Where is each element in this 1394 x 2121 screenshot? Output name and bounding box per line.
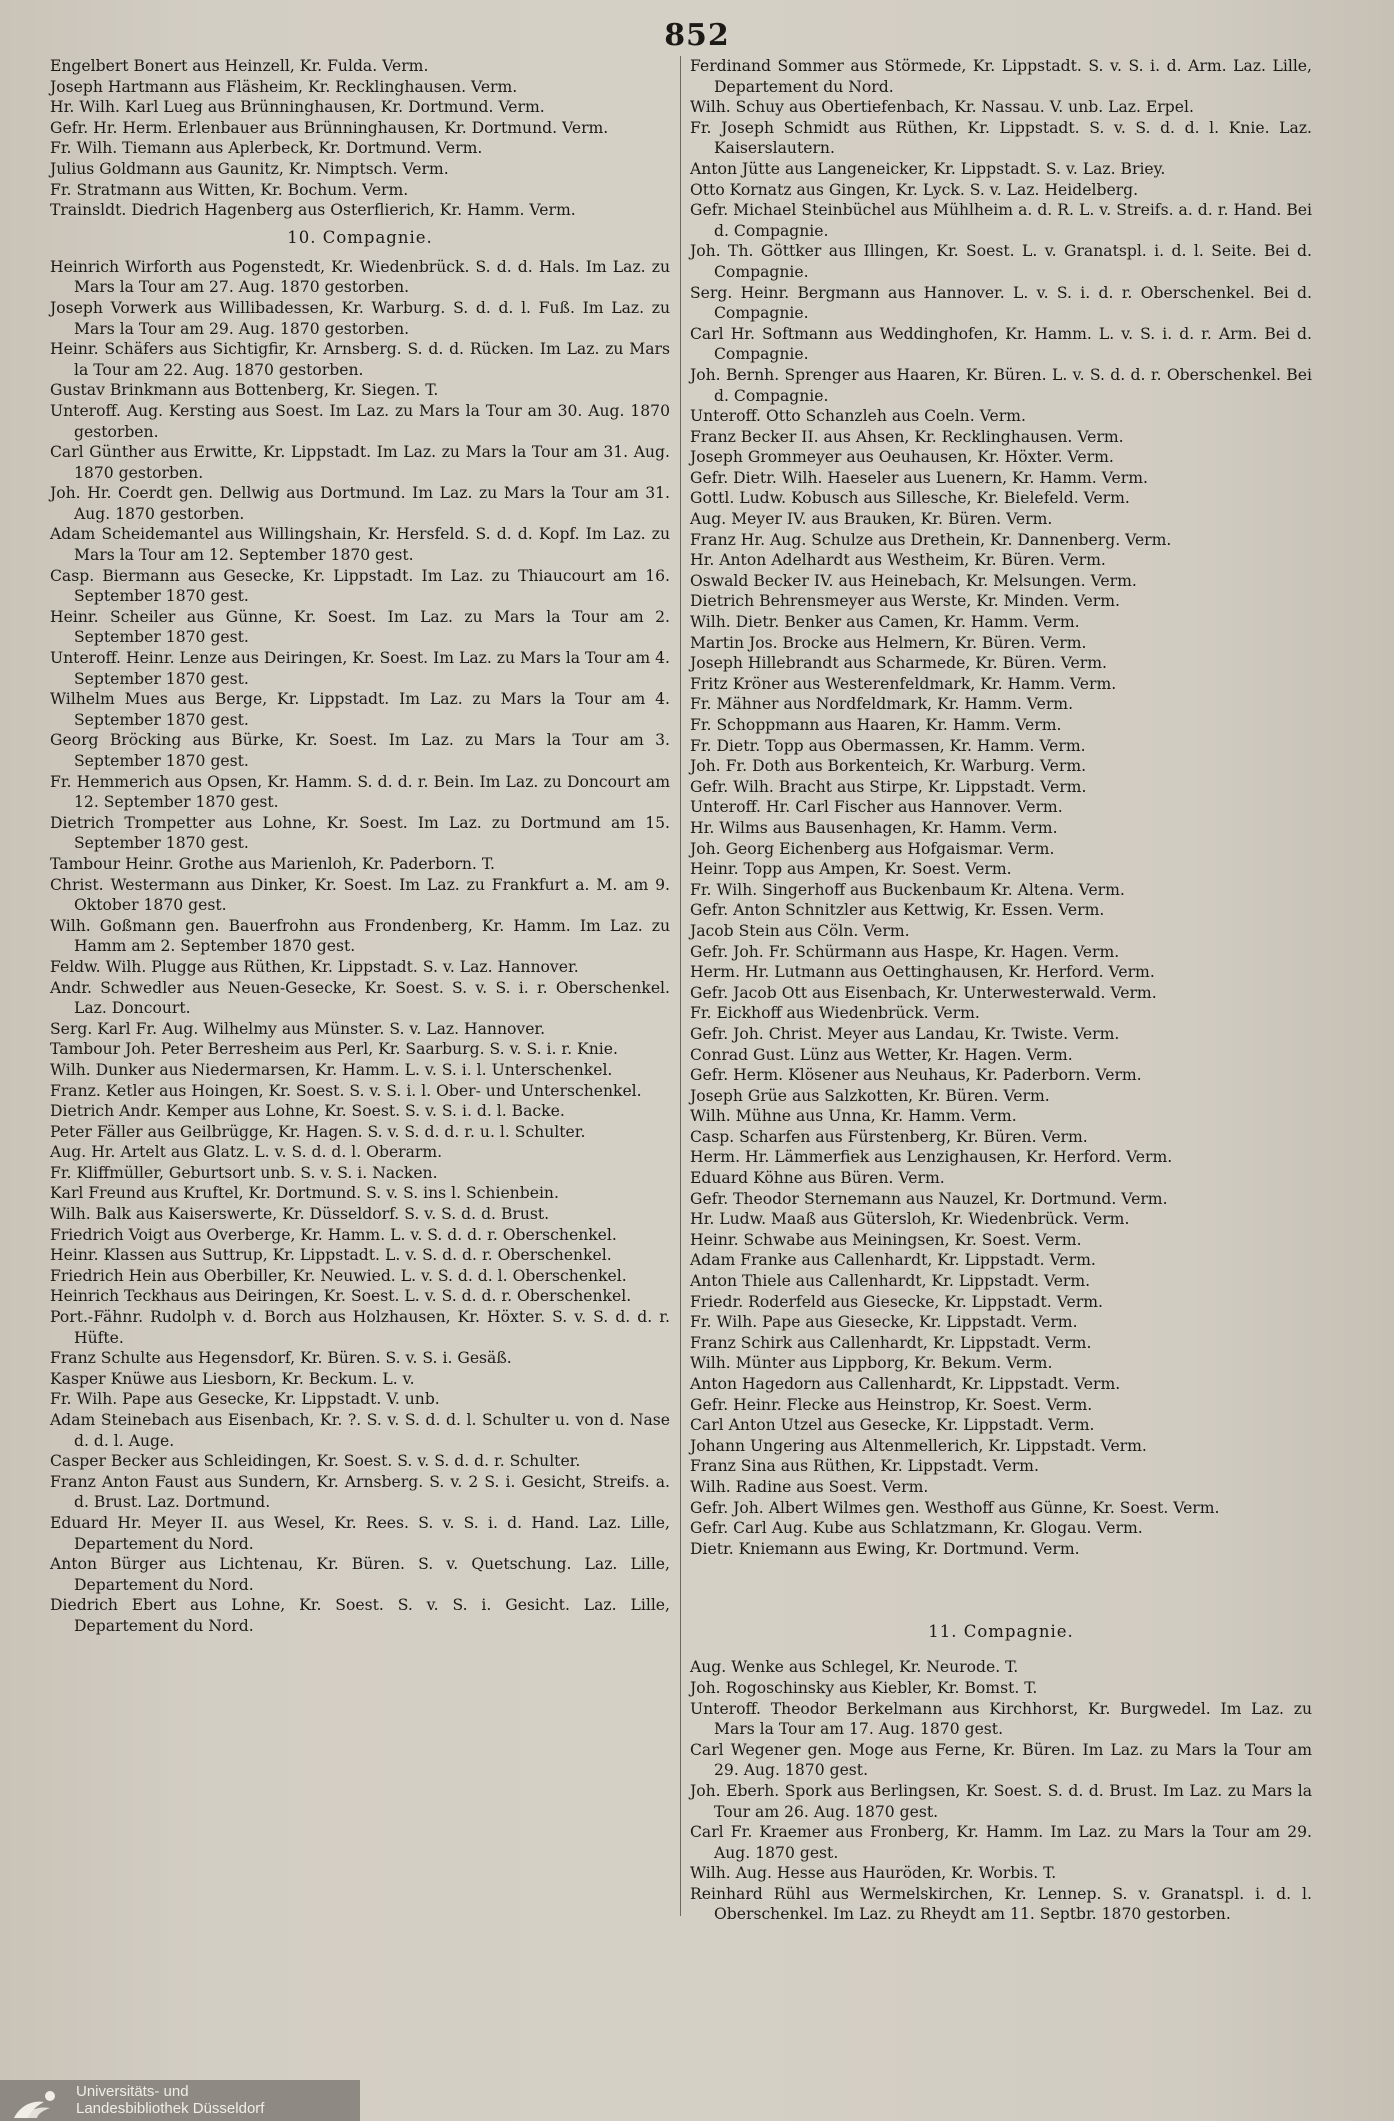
roster-entry: Herm. Hr. Lutmann aus Oettinghausen, Kr. Herford. Verm.	[690, 963, 1155, 982]
right-column	[690, 56, 1312, 1925]
roster-entry: Dietrich Behrensmeyer aus Werste, Kr. Minden. Verm.	[690, 592, 1120, 611]
roster-entry: Fr. Hemmerich aus Opsen, Kr. Hamm. S. d. d. r. Bein. Im Laz. zu Doncourt am 12. September 1870 gest.	[50, 772, 670, 812]
roster-entry: Wilh. Radine aus Soest. Verm.	[690, 1477, 929, 1496]
roster-entry: Carl Günther aus Erwitte, Kr. Lippstadt. Im Laz. zu Mars la Tour am 31. Aug. 1870 gestorben.	[50, 443, 670, 482]
roster-entry: Heinrich Teckhaus aus Deiringen, Kr. Soest. L. v. S. d. d. r. Oberschenkel.	[50, 1287, 632, 1306]
roster-entry: Unteroff. Theodor Berkelmann aus Kirchhorst, Kr. Burgwedel. Im Laz. zu Mars la Tour am 17. Aug. 1870 gest.	[690, 1699, 1312, 1739]
section-heading: 11. Compagnie.	[928, 1622, 1074, 1642]
roster-entry: Heinr. Schäfers aus Sichtigfir, Kr. Arnsberg. S. d. d. Rücken. Im Laz. zu Mars la Tour am 22. Aug. 1870 gestorben.	[50, 340, 670, 379]
roster-entry: Heinr. Schwabe aus Meiningsen, Kr. Soest. Verm.	[690, 1230, 1082, 1249]
roster-entry: Gefr. Jacob Ott aus Eisenbach, Kr. Unterwesterwald. Verm.	[690, 983, 1157, 1002]
roster-entry: Joh. Rogoschinsky aus Kiebler, Kr. Bomst. T.	[690, 1678, 1038, 1697]
roster-entry: Carl Wegener gen. Moge aus Ferne, Kr. Büren. Im Laz. zu Mars la Tour am 29. Aug. 1870 gest.	[690, 1740, 1312, 1780]
roster-entry: Tambour Heinr. Grothe aus Marienloh, Kr. Paderborn. T.	[50, 854, 495, 873]
roster-entry: Fr. Wilh. Singerhoff aus Buckenbaum Kr. Altena. Verm.	[690, 880, 1125, 899]
roster-entry: Gefr. Carl Aug. Kube aus Schlatzmann, Kr. Glogau. Verm.	[690, 1519, 1143, 1538]
roster-entry: Julius Goldmann aus Gaunitz, Kr. Nimptsch. Verm.	[50, 159, 449, 178]
roster-entry: Wilh. Dietr. Benker aus Camen, Kr. Hamm. Verm.	[690, 613, 1080, 632]
roster-entry: Joh. Fr. Doth aus Borkenteich, Kr. Warburg. Verm.	[690, 757, 1087, 776]
roster-entry: Gefr. Joh. Christ. Meyer aus Landau, Kr. Twiste. Verm.	[690, 1024, 1120, 1043]
roster-entry: Martin Jos. Brocke aus Helmern, Kr. Büren. Verm.	[690, 633, 1087, 652]
roster-entry: Anton Hagedorn aus Callenhardt, Kr. Lippstadt. Verm.	[690, 1375, 1121, 1393]
roster-entry: Hr. Anton Adelhardt aus Westheim, Kr. Büren. Verm.	[690, 551, 1106, 570]
roster-entry: Franz Hr. Aug. Schulze aus Drethein, Kr. Dannenberg. Verm.	[690, 530, 1172, 549]
roster-entry: Joh. Th. Göttker aus Illingen, Kr. Soest. L. v. Granatspl. i. d. l. Seite. Bei d. Compagnie.	[690, 242, 1312, 281]
roster-entry: Friedr. Roderfeld aus Giesecke, Kr. Lippstadt. Verm.	[690, 1292, 1103, 1311]
roster-entry: Fr. Wilh. Tiemann aus Aplerbeck, Kr. Dortmund. Verm.	[50, 139, 483, 158]
roster-entry: Fr. Stratmann aus Witten, Kr. Bochum. Verm.	[50, 180, 409, 199]
roster-entry: Reinhard Rühl aus Wermelskirchen, Kr. Lennep. S. v. Granatspl. i. d. l. Oberschenkel. Im Laz. zu Rheydt am 11. Septbr. 1870 gestorben.	[690, 1884, 1312, 1924]
roster-entry: Conrad Gust. Lünz aus Wetter, Kr. Hagen. Verm.	[690, 1045, 1073, 1064]
roster-entry: Dietrich Andr. Kemper aus Lohne, Kr. Soest. S. v. S. i. d. l. Backe.	[50, 1102, 565, 1121]
roster-entry: Ferdinand Sommer aus Störmede, Kr. Lippstadt. S. v. S. i. d. Arm. Laz. Lille, Departement du Nord.	[690, 57, 1312, 96]
roster-entry: Gefr. Michael Steinbüchel aus Mühlheim a. d. R. L. v. Streifs. a. d. r. Hand. Bei d. Compagnie.	[690, 201, 1312, 240]
roster-entry: Adam Franke aus Callenhardt, Kr. Lippstadt. Verm.	[690, 1251, 1096, 1270]
roster-entry: Casp. Scharfen aus Fürstenberg, Kr. Büren. Verm.	[690, 1127, 1088, 1146]
roster-entry: Wilh. Goßmann gen. Bauerfrohn aus Frondenberg, Kr. Hamm. Im Laz. zu Hamm am 2. September 1870 gest.	[50, 916, 670, 956]
roster-entry: Kasper Knüwe aus Liesborn, Kr. Beckum. L. v.	[50, 1369, 415, 1388]
roster-entry: Joh. Georg Eichenberg aus Hofgaismar. Verm.	[690, 839, 1055, 858]
roster-entry: Franz Anton Faust aus Sundern, Kr. Arnsberg. S. v. 2 S. i. Gesicht, Streifs. a. d. Brust. Laz. Dortmund.	[50, 1472, 670, 1512]
roster-entry: Franz. Ketler aus Hoingen, Kr. Soest. S. v. S. i. l. Ober- und Unterschenkel.	[50, 1081, 642, 1100]
roster-entry: Gefr. Heinr. Flecke aus Heinstrop, Kr. Soest. Verm.	[690, 1395, 1093, 1414]
roster-entry: Heinr. Klassen aus Suttrup, Kr. Lippstadt. L. v. S. d. d. r. Oberschenkel.	[50, 1246, 612, 1265]
roster-entry: Gefr. Hr. Herm. Erlenbauer aus Brünninghausen, Kr. Dortmund. Verm.	[50, 118, 609, 137]
roster-entry: Friedrich Voigt aus Overberge, Kr. Hamm. L. v. S. d. d. r. Oberschenkel.	[50, 1225, 617, 1244]
roster-entry: Unteroff. Aug. Kersting aus Soest. Im Laz. zu Mars la Tour am 30. Aug. 1870 gestorben.	[50, 401, 670, 441]
column-divider	[680, 56, 681, 1916]
library-footer	[0, 2080, 360, 2121]
roster-entry: Karl Freund aus Kruftel, Kr. Dortmund. S. v. S. ins l. Schienbein.	[50, 1184, 559, 1203]
roster-entry: Tambour Joh. Peter Berresheim aus Perl, Kr. Saarburg. S. v. S. i. r. Knie.	[50, 1040, 618, 1059]
library-name-line1: Universitäts- und	[76, 2083, 189, 2100]
roster-entry: Serg. Heinr. Bergmann aus Hannover. L. v. S. i. d. r. Oberschenkel. Bei d. Compagnie.	[690, 283, 1312, 323]
library-name	[76, 2083, 264, 2117]
left-column	[50, 56, 670, 1637]
roster-entry: Friedrich Hein aus Oberbiller, Kr. Neuwied. L. v. S. d. d. l. Oberschenkel.	[50, 1266, 627, 1285]
roster-entry: Aug. Hr. Artelt aus Glatz. L. v. S. d. d. l. Oberarm.	[50, 1143, 443, 1162]
roster-entry: Johann Ungering aus Altenmellerich, Kr. Lippstadt. Verm.	[690, 1436, 1147, 1455]
roster-entry: Heinrich Wirforth aus Pogenstedt, Kr. Wiedenbrück. S. d. d. Hals. Im Laz. zu Mars la Tour am 27. Aug. 1870 gestorben.	[50, 257, 670, 297]
roster-entry: Franz Sina aus Rüthen, Kr. Lippstadt. Verm.	[690, 1457, 1039, 1476]
roster-entry: Fr. Wilh. Pape aus Giesecke, Kr. Lippstadt. Verm.	[690, 1313, 1078, 1332]
roster-entry: Joh. Bernh. Sprenger aus Haaren, Kr. Büren. L. v. S. d. d. r. Oberschenkel. Bei d. Compagnie.	[690, 365, 1312, 405]
roster-entry: Unteroff. Hr. Carl Fischer aus Hannover. Verm.	[690, 798, 1063, 817]
roster-entry: Eduard Hr. Meyer II. aus Wesel, Kr. Rees. S. v. S. i. d. Hand. Laz. Lille, Departement du Nord.	[50, 1513, 670, 1553]
roster-entry: Franz Schulte aus Hegensdorf, Kr. Büren. S. v. S. i. Gesäß.	[50, 1349, 512, 1368]
roster-entry: Georg Bröcking aus Bürke, Kr. Soest. Im Laz. zu Mars la Tour am 3. September 1870 gest.	[50, 731, 670, 770]
roster-entry: Joseph Grommeyer aus Oeuhausen, Kr. Höxter. Verm.	[690, 448, 1114, 467]
roster-entry: Dietrich Trompetter aus Lohne, Kr. Soest. Im Laz. zu Dortmund am 15. September 1870 gest.	[50, 813, 670, 853]
ulb-logo-icon	[10, 2084, 70, 2120]
roster-entry: Joseph Vorwerk aus Willibadessen, Kr. Warburg. S. d. d. l. Fuß. Im Laz. zu Mars la Tour am 29. Aug. 1870 gestorben.	[50, 298, 670, 338]
roster-entry: Engelbert Bonert aus Heinzell, Kr. Fulda. Verm.	[50, 57, 429, 75]
roster-entry: Anton Jütte aus Langeneicker, Kr. Lippstadt. S. v. Laz. Briey.	[690, 159, 1166, 178]
roster-entry: Fr. Eickhoff aus Wiedenbrück. Verm.	[690, 1004, 980, 1023]
roster-entry: Wilh. Dunker aus Niedermarsen, Kr. Hamm. L. v. S. i. l. Unterschenkel.	[50, 1060, 613, 1079]
roster-entry: Jacob Stein aus Cöln. Verm.	[690, 921, 910, 940]
roster-entry: Peter Fäller aus Geilbrügge, Kr. Hagen. S. v. S. d. d. r. u. l. Schulter.	[50, 1122, 586, 1141]
roster-entry: Wilh. Aug. Hesse aus Hauröden, Kr. Worbis. T.	[690, 1864, 1057, 1883]
roster-entry: Fr. Dietr. Topp aus Obermassen, Kr. Hamm. Verm.	[690, 736, 1086, 755]
roster-entry: Unteroff. Otto Schanzleh aus Coeln. Verm.	[690, 407, 1026, 426]
roster-entry: Gefr. Dietr. Wilh. Haeseler aus Luenern, Kr. Hamm. Verm.	[690, 468, 1148, 487]
roster-entry: Carl Anton Utzel aus Gesecke, Kr. Lippstadt. Verm.	[690, 1416, 1095, 1435]
roster-entry: Casper Becker aus Schleidingen, Kr. Soest. S. v. S. d. d. r. Schulter.	[50, 1452, 581, 1471]
roster-entry: Dietr. Kniemann aus Ewing, Kr. Dortmund. Verm.	[690, 1539, 1080, 1558]
section-heading: 10. Compagnie.	[287, 227, 433, 247]
roster-entry: Herm. Hr. Lämmerfiek aus Lenzighausen, Kr. Herford. Verm.	[690, 1148, 1173, 1167]
library-name-line2: Landesbibliothek Düsseldorf	[76, 2100, 265, 2117]
roster-entry: Andr. Schwedler aus Neuen-Gesecke, Kr. Soest. S. v. S. i. r. Oberschenkel. Laz. Doncourt.	[50, 978, 670, 1018]
roster-entry: Heinr. Topp aus Ampen, Kr. Soest. Verm.	[690, 860, 1012, 879]
roster-entry: Aug. Meyer IV. aus Brauken, Kr. Büren. Verm.	[690, 510, 1053, 529]
roster-entry: Joh. Hr. Coerdt gen. Dellwig aus Dortmund. Im Laz. zu Mars la Tour am 31. Aug. 1870 gestorben.	[50, 484, 670, 523]
roster-entry: Fr. Mähner aus Nordfeldmark, Kr. Hamm. Verm.	[690, 695, 1074, 714]
roster-entry: Hr. Wilms aus Bausenhagen, Kr. Hamm. Verm.	[690, 818, 1058, 837]
roster-entry: Christ. Westermann aus Dinker, Kr. Soest. Im Laz. zu Frankfurt a. M. am 9. Oktober 1870 gest.	[50, 875, 670, 915]
roster-entry: Oswald Becker IV. aus Heinebach, Kr. Melsungen. Verm.	[690, 571, 1137, 590]
roster-entry: Trainsldt. Diedrich Hagenberg aus Osterflierich, Kr. Hamm. Verm.	[50, 201, 576, 220]
roster-entry: Wilhelm Mues aus Berge, Kr. Lippstadt. Im Laz. zu Mars la Tour am 4. September 1870 gest.	[50, 690, 670, 729]
roster-entry: Wilh. Mühne aus Unna, Kr. Hamm. Verm.	[690, 1107, 1017, 1126]
roster-entry: Joseph Hillebrandt aus Scharmede, Kr. Büren. Verm.	[690, 654, 1107, 673]
roster-entry: Wilh. Balk aus Kaiserswerte, Kr. Düsseldorf. S. v. S. d. d. Brust.	[50, 1205, 550, 1224]
roster-entry: Franz Becker II. aus Ahsen, Kr. Recklinghausen. Verm.	[690, 427, 1124, 446]
roster-entry: Carl Hr. Softmann aus Weddinghofen, Kr. Hamm. L. v. S. i. d. r. Arm. Bei d. Compagnie.	[690, 324, 1312, 364]
roster-entry: Gefr. Theodor Sternemann aus Nauzel, Kr. Dortmund. Verm.	[690, 1189, 1168, 1208]
roster-entry: Heinr. Scheiler aus Günne, Kr. Soest. Im Laz. zu Mars la Tour am 2. September 1870 gest.	[50, 607, 670, 647]
roster-entry: Casp. Biermann aus Gesecke, Kr. Lippstadt. Im Laz. zu Thiaucourt am 16. September 1870 gest.	[50, 566, 670, 606]
roster-entry: Gefr. Joh. Albert Wilmes gen. Westhoff aus Günne, Kr. Soest. Verm.	[690, 1498, 1220, 1517]
roster-entry: Port.-Fähnr. Rudolph v. d. Borch aus Holzhausen, Kr. Höxter. S. v. S. d. d. r. Hüfte.	[50, 1308, 670, 1347]
roster-entry: Wilh. Münter aus Lippborg, Kr. Bekum. Verm.	[690, 1354, 1053, 1373]
roster-entry: Gefr. Joh. Fr. Schürmann aus Haspe, Kr. Hagen. Verm.	[690, 942, 1120, 961]
page-number: 852	[664, 18, 730, 53]
roster-entry: Anton Thiele aus Callenhardt, Kr. Lippstadt. Verm.	[690, 1272, 1091, 1291]
roster-entry: Joh. Eberh. Spork aus Berlingsen, Kr. Soest. S. d. d. Brust. Im Laz. zu Mars la Tour am 26. Aug. 1870 gest.	[690, 1781, 1312, 1821]
roster-entry: Fr. Wilh. Pape aus Gesecke, Kr. Lippstadt. V. unb.	[50, 1390, 440, 1409]
roster-entry: Diedrich Ebert aus Lohne, Kr. Soest. S. v. S. i. Gesicht. Laz. Lille, Departement du Nord.	[50, 1596, 670, 1635]
roster-entry: Adam Steinebach aus Eisenbach, Kr. ?. S. v. S. d. d. l. Schulter u. von d. Nase d. d. l. Auge.	[50, 1411, 670, 1450]
roster-entry: Gefr. Anton Schnitzler aus Kettwig, Kr. Essen. Verm.	[690, 901, 1105, 920]
roster-entry: Adam Scheidemantel aus Willingshain, Kr. Hersfeld. S. d. d. Kopf. Im Laz. zu Mars la Tour am 12. September 1870 gest.	[50, 525, 670, 565]
roster-entry: Gustav Brinkmann aus Bottenberg, Kr. Siegen. T.	[50, 381, 439, 400]
roster-entry: Fr. Kliffmüller, Geburtsort unb. S. v. S. i. Nacken.	[50, 1163, 438, 1182]
roster-entry: Wilh. Schuy aus Obertiefenbach, Kr. Nassau. V. unb. Laz. Erpel.	[690, 98, 1194, 117]
roster-entry: Carl Fr. Kraemer aus Fronberg, Kr. Hamm. Im Laz. zu Mars la Tour am 29. Aug. 1870 gest.	[690, 1823, 1312, 1862]
roster-entry: Otto Kornatz aus Gingen, Kr. Lyck. S. v. Laz. Heidelberg.	[690, 180, 1139, 199]
roster-entry: Hr. Wilh. Karl Lueg aus Brünninghausen, Kr. Dortmund. Verm.	[50, 98, 545, 117]
roster-entry: Joseph Hartmann aus Fläsheim, Kr. Recklinghausen. Verm.	[50, 77, 518, 96]
roster-entry: Eduard Köhne aus Büren. Verm.	[690, 1169, 945, 1188]
roster-entry: Fritz Kröner aus Westerenfeldmark, Kr. Hamm. Verm.	[690, 674, 1117, 693]
roster-entry: Unteroff. Heinr. Lenze aus Deiringen, Kr. Soest. Im Laz. zu Mars la Tour am 4. September 1870 gest.	[50, 649, 670, 688]
roster-entry: Hr. Ludw. Maaß aus Gütersloh, Kr. Wiedenbrück. Verm.	[690, 1210, 1130, 1229]
roster-entry: Gottl. Ludw. Kobusch aus Sillesche, Kr. Bielefeld. Verm.	[690, 489, 1130, 508]
roster-entry: Gefr. Herm. Klösener aus Neuhaus, Kr. Paderborn. Verm.	[690, 1066, 1142, 1085]
roster-entry: Joseph Grüe aus Salzkotten, Kr. Büren. Verm.	[690, 1086, 1050, 1105]
roster-entry: Feldw. Wilh. Plugge aus Rüthen, Kr. Lippstadt. S. v. Laz. Hannover.	[50, 957, 579, 976]
roster-entry: Anton Bürger aus Lichtenau, Kr. Büren. S. v. Quetschung. Laz. Lille, Departement du Nord.	[50, 1555, 670, 1594]
roster-entry: Serg. Karl Fr. Aug. Wilhelmy aus Münster. S. v. Laz. Hannover.	[50, 1019, 546, 1038]
roster-entry: Fr. Schoppmann aus Haaren, Kr. Hamm. Verm.	[690, 716, 1062, 734]
roster-entry: Aug. Wenke aus Schlegel, Kr. Neurode. T.	[690, 1658, 1019, 1677]
roster-entry: Franz Schirk aus Callenhardt, Kr. Lippstadt. Verm.	[690, 1333, 1092, 1352]
roster-entry: Fr. Joseph Schmidt aus Rüthen, Kr. Lippstadt. S. v. S. d. d. l. Knie. Laz. Kaiserslautern.	[690, 118, 1312, 158]
roster-entry: Gefr. Wilh. Bracht aus Stirpe, Kr. Lippstadt. Verm.	[690, 777, 1087, 796]
